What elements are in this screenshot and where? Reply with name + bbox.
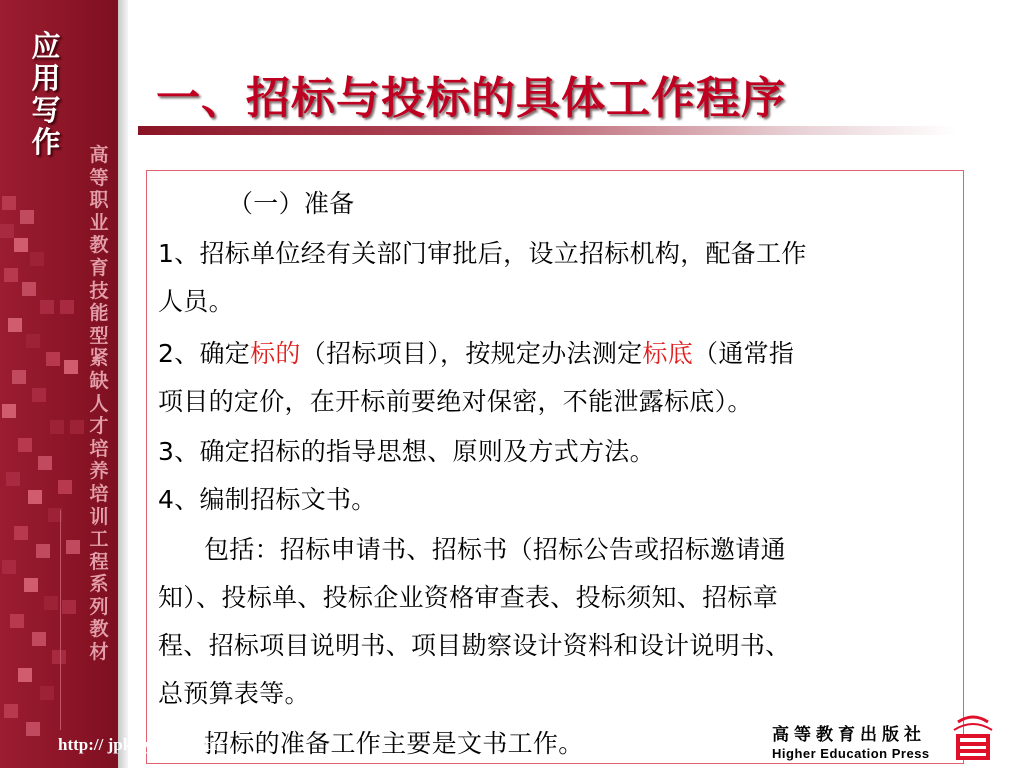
decor-square — [18, 438, 32, 452]
decor-square — [50, 420, 64, 434]
decor-square — [0, 224, 14, 238]
series-name-char: 等 — [89, 166, 109, 189]
series-name-char: 教 — [89, 234, 109, 257]
decor-square — [4, 704, 18, 718]
series-name-char: 培 — [89, 482, 109, 505]
course-title-char: 用 — [31, 61, 61, 95]
decor-square — [40, 300, 54, 314]
item-2-text-a: 2、确定 — [158, 339, 251, 368]
series-name-char: 程 — [89, 550, 109, 573]
decor-square — [12, 370, 26, 384]
decor-square — [20, 210, 34, 224]
course-title-char: 写 — [31, 93, 61, 127]
item-2-text-c: （通常指 — [693, 339, 795, 368]
highlight-term-2: 标底 — [642, 339, 694, 368]
item-3: 3、确定招标的指导思想、原则及方式方法。 — [158, 437, 655, 466]
divider — [60, 510, 61, 730]
highlight-term-1: 标的 — [250, 339, 301, 368]
decor-square — [60, 300, 74, 314]
decor-square — [32, 632, 46, 646]
series-name-char: 缺 — [89, 369, 109, 392]
series-name-char: 培 — [89, 437, 109, 460]
decor-square — [36, 544, 50, 558]
series-name-char: 能 — [89, 302, 109, 325]
decor-square — [4, 268, 18, 282]
decor-square — [2, 404, 16, 418]
decor-square — [30, 252, 44, 266]
series-name-char: 教 — [89, 618, 109, 641]
series-name-char: 才 — [89, 415, 109, 438]
decor-square — [44, 596, 58, 610]
decor-square — [26, 722, 40, 736]
decor-square — [28, 490, 42, 504]
course-title-char: 作 — [31, 125, 61, 159]
hep-logo-icon — [948, 712, 998, 764]
course-title — [26, 30, 66, 158]
decor-square — [2, 560, 16, 574]
series-name-char: 型 — [89, 324, 109, 347]
decor-square — [38, 456, 52, 470]
series-name-char: 养 — [89, 460, 109, 483]
item-1-line-1: 1、招标单位经有关部门审批后，设立招标机构，配备工作 — [158, 239, 807, 268]
series-name-char: 列 — [89, 595, 109, 618]
decor-square — [46, 352, 60, 366]
decor-square — [26, 334, 40, 348]
series-name-char: 技 — [89, 279, 109, 302]
decor-square — [64, 360, 78, 374]
decor-square — [40, 686, 54, 700]
item-2-line-2: 项目的定价，在开标前要绝对保密，不能泄露标底）。 — [158, 387, 753, 416]
series-name — [86, 144, 112, 664]
decor-square — [18, 668, 32, 682]
include-line-4: 总预算表等。 — [158, 679, 310, 708]
publisher-name-cn: 高等教育出版社 — [772, 725, 926, 745]
course-title-char: 应 — [31, 29, 61, 63]
sidebar-edge — [118, 0, 128, 768]
series-name-char: 育 — [89, 256, 109, 279]
section-heading: （一）准备 — [228, 189, 355, 218]
series-name-char: 职 — [89, 189, 109, 212]
item-4: 4、编制招标文书。 — [158, 485, 377, 514]
series-name-char: 系 — [89, 573, 109, 596]
series-name-char: 工 — [89, 528, 109, 551]
summary-line: 招标的准备工作主要是文书工作。 — [204, 729, 584, 758]
series-name-char: 人 — [89, 392, 109, 415]
publisher-name-en: Higher Education Press — [772, 746, 930, 761]
decor-square — [52, 650, 66, 664]
series-name-char: 业 — [89, 211, 109, 234]
decor-square — [32, 388, 46, 402]
decor-square — [58, 480, 72, 494]
decor-square — [2, 196, 16, 210]
item-2-line-1 — [158, 334, 794, 370]
series-name-char: 训 — [89, 505, 109, 528]
series-name-char: 高 — [89, 144, 109, 166]
decor-square — [8, 318, 22, 332]
decor-square — [24, 578, 38, 592]
decor-square — [14, 238, 28, 252]
sidebar — [0, 0, 128, 768]
include-line-2: 知）、投标单、投标企业资格审查表、投标须知、招标章 — [158, 583, 779, 612]
decor-square — [62, 600, 76, 614]
series-name-char: 材 — [89, 641, 109, 664]
series-name-char: 紧 — [89, 347, 109, 370]
title-underline — [138, 126, 958, 135]
decor-square — [10, 614, 24, 628]
footer-url[interactable]: http:// jpkc.yzu.edu.cn — [58, 735, 222, 754]
include-line-3: 程、招标项目说明书、项目勘察设计资料和设计说明书、 — [158, 631, 791, 660]
decor-square — [6, 472, 20, 486]
page-title: 一、招标与投标的具体工作程序 — [156, 73, 786, 124]
decor-square — [70, 420, 84, 434]
decor-square — [22, 282, 36, 296]
decor-square — [66, 540, 80, 554]
decor-square — [14, 526, 28, 540]
include-line-1: 包括：招标申请书、招标书（招标公告或招标邀请通 — [204, 535, 786, 564]
item-1-line-2: 人员。 — [158, 287, 234, 316]
item-2-text-b: （招标项目），按规定办法测定 — [300, 339, 643, 368]
